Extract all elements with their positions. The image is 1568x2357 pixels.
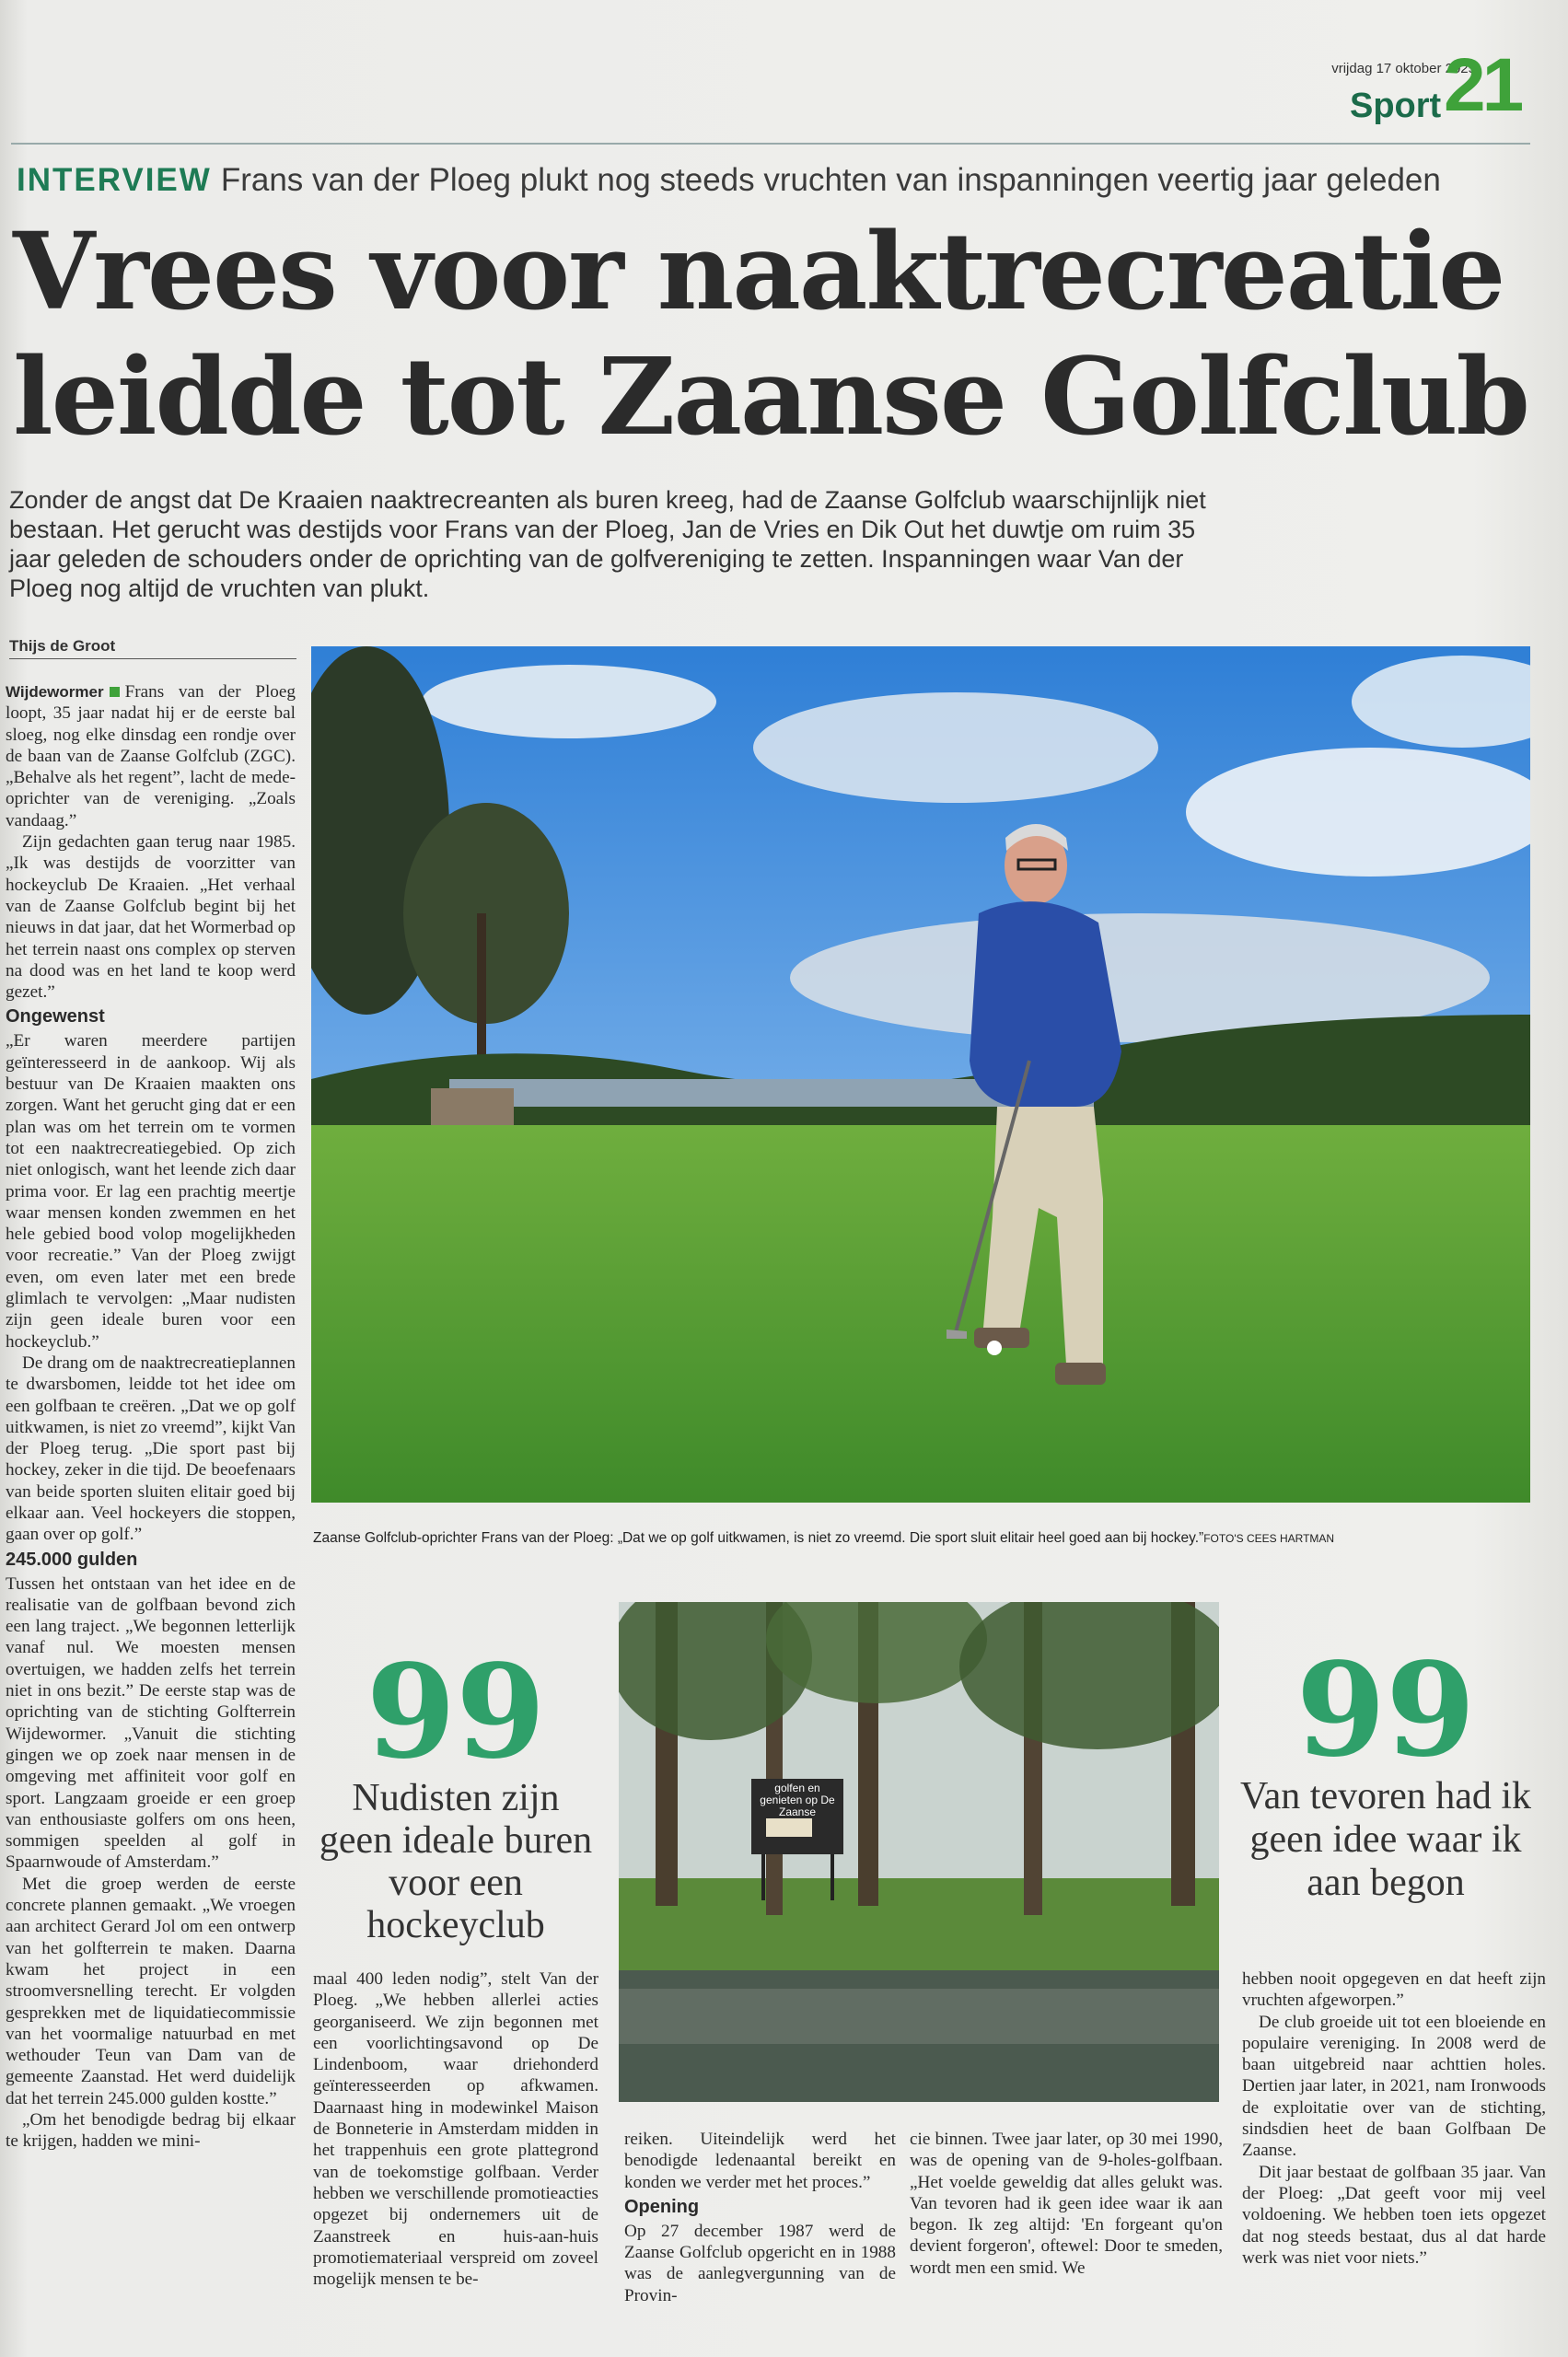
paragraph: maal 400 leden nodig”, stelt Van der Ploeg. „We hebben allerlei acties georganiseerd. We zijn begonnen met een voorlichtingsavond op De Lindenboom, waar driehonderd geïnteresseerden op afkwamen. Daarnaast hing in modewinkel Maison de Bonneterie in Amsterdam midden in het trappenhuis een grote plattegrond van de toekomstige golfbaan. Verder hebben we verschillende promotieacties opgezet bij ondernemers uit de Zaanstreek en huis-aan-huis promotiemateriaal verspreid om zoveel mogelijk mensen te be-: [313, 1969, 598, 2290]
body-column-2: [313, 1968, 598, 2290]
paragraph: cie binnen. Twee jaar later, op 30 mei 1990, was de opening van de 9-holes-golfbaan. „Het voelde geweldig dat alles gelukt was. Van tevoren had ik geen idee waar ik aan begon. Ik zeg altijd: 'En forgeant qu'on devient forgeron', oftewel: Door te smeden, wordt men een smid. We: [910, 2130, 1223, 2278]
main-photo-golfer: [311, 646, 1530, 1503]
body-column-3: [624, 2129, 896, 2306]
paragraph: „Er waren meerdere partijen geïnteresseerd in de aankoop. Wij als bestuur van De Kraaien maakten ons zorgen. Want het gerucht ging dat er een plan was om het terrein om te vormen tot een naaktrecreatiegebied. Op zich niet onlogisch, want het leende zich daar prima voor. Er lag een prachtig meertje waar mensen konden zwemmen en het hele gebied bood volop mogelijkheden voor recreatie.” Van der Ploeg zwijgt even, om even later met een brede glimlach te vervolgen: „Maar nudisten zijn geen ideale buren voor een hockeyclub.”: [6, 1031, 296, 1352]
course-sign-text: golfen en genieten op De Zaanse: [760, 1782, 835, 1818]
paragraph: Dit jaar bestaat de golfbaan 35 jaar. Van der Ploeg: „Dat geeft voor mij veel voldoening. We hebben toen iets opgezet dat nog steeds bestaat, dus al dat harde werk was niet voor niets.”: [1242, 2162, 1546, 2268]
pull-quote-text: Nudisten zijn geen ideale buren voor een hockeyclub: [319, 1777, 593, 1946]
secondary-photo-golf-course: [619, 1602, 1219, 2102]
headline-line-1: Vrees voor naaktrecreatie: [13, 210, 1504, 334]
header-divider: [11, 143, 1530, 145]
intro-paragraph: Zonder de angst dat De Kraaien naaktrecreanten als buren kreeg, had de Zaanse Golfclub waarschijnlijk niet bestaan. Het gerucht was destijds voor Frans van der Ploeg, Jan de Vries en Dik Out het duwtje om ruim 35 jaar geleden de schouders onder de oprichting van de golfvereniging te zetten. Inspanningen waar Van der Ploeg nog altijd de vruchten van plukt.: [9, 486, 1206, 602]
caption-text: Zaanse Golfclub-oprichter Frans van der Ploeg: „Dat we op golf uitkwamen, is niet zo vreemd. Die sport sluit elitair heel goed aan bij hockey.”: [313, 1530, 1204, 1546]
subheading: Ongewenst: [6, 1006, 105, 1028]
body-column-5: [1242, 1968, 1546, 2269]
section-label: Sport: [1350, 87, 1442, 125]
paragraph: Wijdewormer Frans van der Ploeg loopt, 35 jaar nadat hij er de eerste bal sloeg, nog elke dinsdag een rondje over de baan van de Zaanse Golfclub (ZGC). „Behalve als het regent”, lacht de mede-oprichter van de vereniging. „Zoals vandaag.”: [6, 682, 296, 830]
subheading: Opening: [624, 2196, 700, 2217]
square-bullet-icon: [110, 687, 120, 697]
paragraph: hebben nooit opgegeven en dat heeft zijn vruchten afgeworpen.”: [1242, 1969, 1546, 2011]
paragraph: Zijn gedachten gaan terug naar 1985. „Ik was destijds de voorzitter van hockeyclub De Kraaien. „Het verhaal van de Zaanse Golfclub begint bij het nieuws in dat jaar, dat het Wormerbad op het terrein naast ons complex op sterven na dood was en het land te koop werd gezet.”: [6, 832, 296, 1003]
kicker-text: Frans van der Ploeg plukt nog steeds vruchten van inspanningen veertig jaar geleden: [220, 162, 1441, 198]
quote-mark-icon: 99: [1295, 1635, 1476, 1786]
subheading: 245.000 gulden: [6, 1549, 138, 1570]
paragraph: „Om het benodigde bedrag bij elkaar te krijgen, hadden we mini-: [6, 2110, 296, 2152]
byline: Thijs de Groot: [9, 637, 116, 655]
headline-line-2: leidde tot Zaanse Golfclub: [13, 335, 1528, 459]
body-column-4: [910, 2129, 1223, 2279]
headline: [13, 210, 1541, 460]
paragraph: Tussen het ontstaan van het idee en de realisatie van de golfbaan bevond zich een lang traject. „We begonnen letterlijk vanaf nul. We moesten mensen overtuigen, we hadden zelfs het terrein niet in ons bezit.” De eerste stap was de oprichting van de stichting Golfterrein Wijdewormer. „Vanuit die stichting gingen we op zoek naar mensen in de omgeving met affiniteit voor golf en sport. Langzaam groeide er een groep van enthousiaste golfers om ons heen, sommigen speelden al golf in Spaarnwoude of Amsterdam.”: [6, 1573, 296, 1873]
kicker: [17, 162, 1441, 199]
paragraph: Op 27 december 1987 werd de Zaanse Golfclub opgericht en in 1988 was de aanlegvergunning van de Provin-: [624, 2221, 896, 2305]
photo-caption: [313, 1530, 1528, 1547]
pull-quote-2: [1238, 1635, 1533, 1905]
paragraph: De club groeide uit tot een bloeiende en populaire vereniging. In 2008 werd de baan uitgebreid naar achttien holes. Dertien jaar later, in 2021, nam Ironwoods de exploitatie over van de stichting, sindsdien heet de baan Golfbaan De Zaanse.: [1242, 2012, 1546, 2161]
body-column-1: [6, 681, 296, 2153]
pull-quote-1: [313, 1637, 598, 1946]
quote-mark-icon: 99: [366, 1637, 546, 1788]
golfer-illustration: [311, 646, 1530, 1503]
page-number: 21: [1444, 43, 1521, 127]
paragraph: reiken. Uiteindelijk werd het benodigde ledenaantal bereikt en konden we verder met het proces.”: [624, 2130, 896, 2192]
dateline: Wijdewormer: [6, 683, 104, 701]
byline-rule: [9, 658, 296, 659]
paragraph: De drang om de naaktrecreatieplannen te dwarsbomen, leidde tot het idee om een golfbaan te creëren. „Dat we op golf uitkwamen, is niet zo vreemd”, kijkt Van der Ploeg terug. „Die sport past bij hockey, zeker in die tijd. De beoefenaars van beide sporten sluiten elitair goed bij elkaar aan. Veel hockeyers die stoppen, gaan over op golf.”: [6, 1353, 296, 1545]
kicker-tag: INTERVIEW: [17, 162, 212, 198]
photo-credit: FOTO'S CEES HARTMAN: [1203, 1532, 1335, 1545]
pull-quote-text: Van tevoren had ik geen idee waar ik aan begon: [1239, 1775, 1532, 1904]
paragraph: Met die groep werden de eerste concrete plannen gemaakt. „We vroegen aan architect Gerard Jol om een ontwerp van het golfterrein te maken. Daarna kwam het project in een stroomversnelling terecht. Er volgden gesprekken met de liquidatiecommissie van het voormalige natuurbad en met wethouder Teun van Dam van de gemeente Zaanstad. Het werd duidelijk dat het terrein 245.000 gulden kostte.”: [6, 1874, 296, 2108]
page-date: vrijdag 17 oktober 2025: [1331, 61, 1476, 76]
golf-course-illustration: [619, 1602, 1219, 2102]
